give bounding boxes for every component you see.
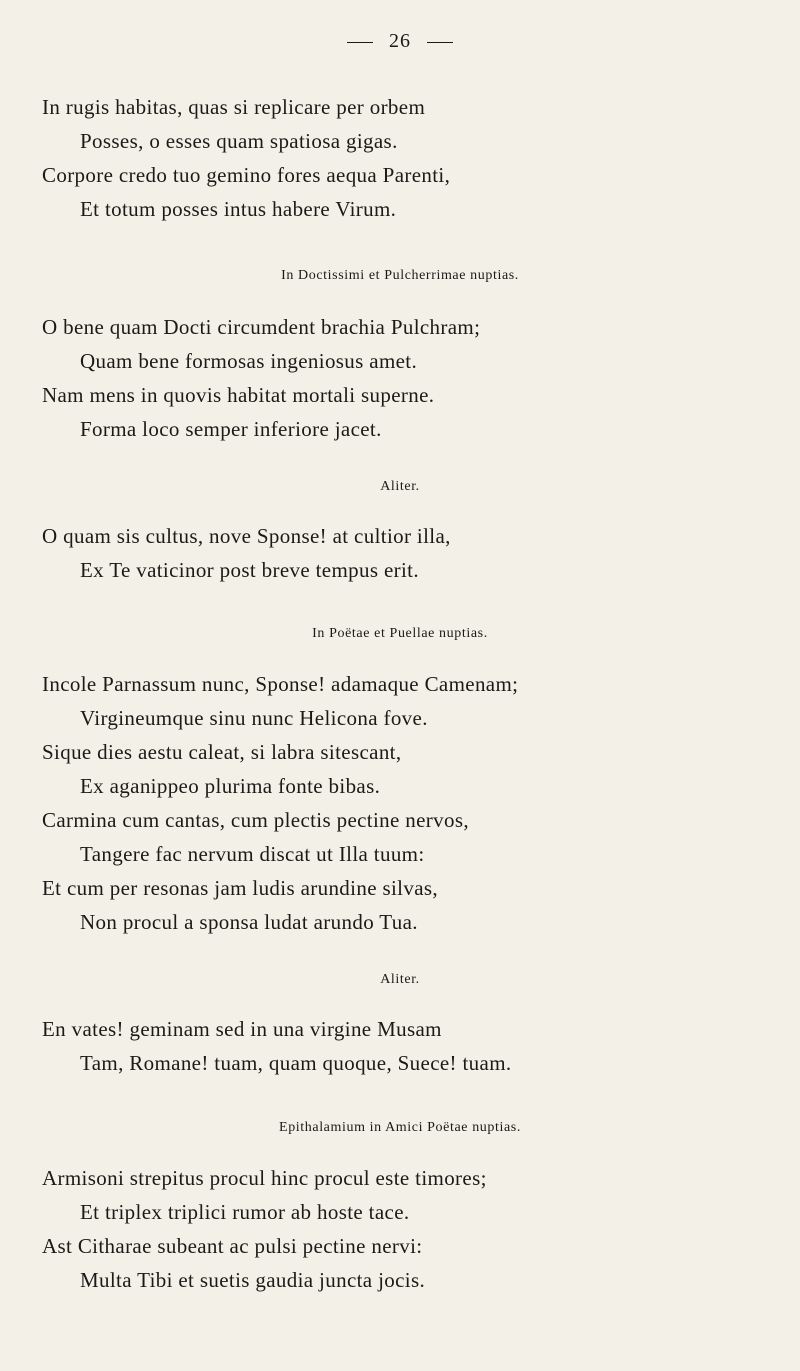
- verse-line: Multa Tibi et suetis gaudia juncta jocis.: [80, 1268, 426, 1292]
- verse-line: Tam, Romane! tuam, quam quoque, Suece! tuam.: [80, 1051, 512, 1075]
- verse-line: In rugis habitas, quas si replicare per orbem: [42, 95, 426, 119]
- poem-heading: Epithalamium in Amici Poëtae nuptias.: [279, 1120, 521, 1135]
- poem-heading: Aliter.: [380, 972, 420, 987]
- verse-line: Non procul a sponsa ludat arundo Tua.: [80, 910, 418, 934]
- header-dash-left: [347, 42, 373, 43]
- verse-line: En vates! geminam sed in una virgine Musam: [42, 1017, 442, 1041]
- verse-line: Corpore credo tuo gemino fores aequa Parenti,: [42, 163, 451, 187]
- poem-heading: Aliter.: [380, 479, 420, 494]
- poem-heading: In Poëtae et Puellae nuptias.: [312, 626, 488, 641]
- verse-line: O bene quam Docti circumdent brachia Pulchram;: [42, 315, 481, 339]
- verse-line: Sique dies aestu caleat, si labra sitescant,: [42, 740, 402, 764]
- page-header: [0, 30, 800, 53]
- verse-line: Incole Parnassum nunc, Sponse! adamaque Camenam;: [42, 672, 519, 696]
- header-dash-right: [427, 42, 453, 43]
- verse-line: Ex Te vaticinor post breve tempus erit.: [80, 558, 419, 582]
- page-number: 26: [389, 30, 411, 52]
- verse-line: Forma loco semper inferiore jacet.: [80, 417, 382, 441]
- verse-line: O quam sis cultus, nove Sponse! at cultior illa,: [42, 524, 451, 548]
- verse-line: Ex aganippeo plurima fonte bibas.: [80, 774, 381, 798]
- verse-line: Posses, o esses quam spatiosa gigas.: [80, 129, 398, 153]
- verse-line: Tangere fac nervum discat ut Illa tuum:: [80, 842, 425, 866]
- verse-line: Et cum per resonas jam ludis arundine silvas,: [42, 876, 438, 900]
- verse-line: Armisoni strepitus procul hinc procul este timores;: [42, 1166, 487, 1190]
- verse-line: Nam mens in quovis habitat mortali superne.: [42, 383, 435, 407]
- verse-line: Virgineumque sinu nunc Helicona fove.: [80, 706, 428, 730]
- verse-line: Et triplex triplici rumor ab hoste tace.: [80, 1200, 410, 1224]
- poem-heading: In Doctissimi et Pulcherrimae nuptias.: [281, 268, 519, 283]
- verse-line: Ast Citharae subeant ac pulsi pectine nervi:: [42, 1234, 423, 1258]
- verse-line: Carmina cum cantas, cum plectis pectine nervos,: [42, 808, 469, 832]
- verse-line: Quam bene formosas ingeniosus amet.: [80, 349, 418, 373]
- verse-line: Et totum posses intus habere Virum.: [80, 197, 397, 221]
